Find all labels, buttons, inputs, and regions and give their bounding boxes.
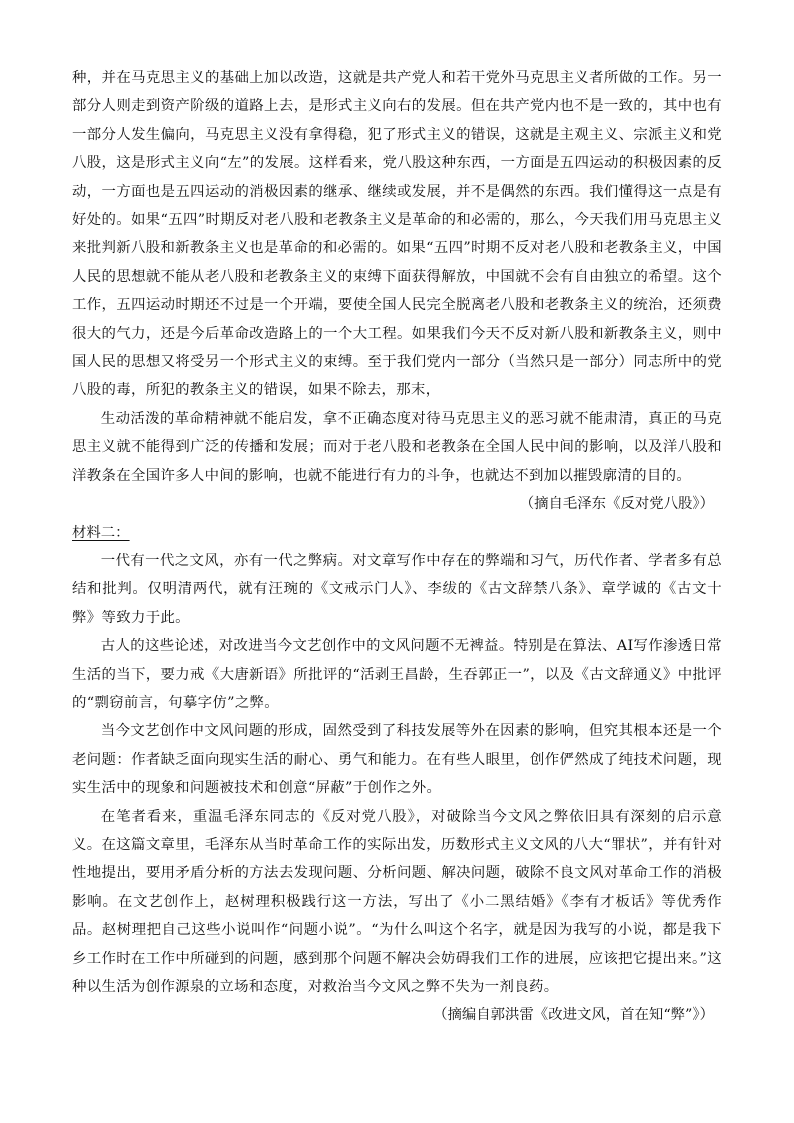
- material1-paragraph-2: 生动活泼的革命精神就不能启发，拿不正确态度对待马克思主义的恶习就不能肃清，真正的马克思主义就不能得到广泛的传播和发展；而对于老八股和老教条在全国人民中间的影响，以及洋八股和洋教条在全国许多人中间的影响，也就不能进行有力的斗争，也就达不到加以摧毁廓清的目的。: [72, 410, 722, 484]
- material2-paragraph-2: 古人的这些论述，对改进当今文艺创作中的文风问题不无裨益。特别是在算法、AI写作渗透日常生活的当下，要力戒《大唐新语》所批评的“活剥王昌龄，生吞郭正一”，以及《古文辞通义》中批评的“剽窃前言，句摹字仿”之弊。: [72, 638, 722, 711]
- material2-source: （摘编自郭洪雷《改进文风，首在知“弊”》）: [433, 1007, 714, 1024]
- material1-source: （摘自毛泽东《反对党八股》）: [519, 496, 714, 513]
- material2-heading: 材料二：: [72, 524, 130, 541]
- material1-paragraph-1: 种，并在马克思主义的基础上加以改造，这就是共产党人和若干党外马克思主义者所做的工作。另一部分人则走到资产阶级的道路上去，是形式主义向右的发展。但在共产党内也不是一致的，其中也有一部分人发生偏向，马克思主义没有拿得稳，犯了形式主义的错误，这就是主观主义、宗派主义和党八股，这是形式主义向“左”的发展。这样看来，党八股这种东西，一方面是五四运动的积极因素的反动，一方面也是五四运动的消极因素的继承、继续或发展，并不是偶然的东西。我们懂得这一点是有好处的。如果“五四”时期反对老八股和老教条主义是革命的和必需的，那么，今天我们用马克思主义来批判新八股和新教条主义也是革命的和必需的。如果“五四”时期不反对老八股和老教条主义，中国人民的思想就不能从老八股和老教条主义的束缚下面获得解放，中国就不会有自由独立的希望。这个工作，五四运动时期还不过是一个开端，要使全国人民完全脱离老八股和老教条主义的统治，还须费很大的气力，还是今后革命改造路上的一个大工程。如果我们今天不反对新八股和新教条主义，则中国人民的思想又将受另一个形式主义的束缚。至于我们党内一部分（当然只是一部分）同志所中的党八股的毒，所犯的教条主义的错误，如果不除去，那末，: [72, 70, 722, 399]
- material2-paragraph-4: 在笔者看来，重温毛泽东同志的《反对党八股》，对破除当今文风之弊依旧具有深刻的启示意义。在这篇文章里，毛泽东从当时革命工作的实际出发，历数形式主义文风的八大“罪状”，并有针对性地提出，要用矛盾分析的方法去发现问题、分析问题、解决问题，破除不良文风对革命工作的消极影响。在文艺创作上，赵树理积极践行这一方法，写出了《小二黑结婚》《李有才板话》等优秀作品。赵树理把自己这些小说叫作“问题小说”。“为什么叫这个名字，就是因为我写的小说，都是我下乡工作时在工作中所碰到的问题，感到那个问题不解决会妨碍我们工作的进展，应该把它提出来。”这种以生活为创作源泉的立场和态度，对救治当今文风之弊不失为一剂良药。: [72, 808, 722, 995]
- material2-paragraph-1: 一代有一代之文风，亦有一代之弊病。对文章写作中存在的弊端和习气，历代作者、学者多有总结和批判。仅明清两代，就有汪琬的《文戒示门人》、李绂的《古文辞禁八条》、章学诚的《古文十弊》等致力于此。: [72, 552, 722, 626]
- document-page: [72, 64, 722, 1030]
- material2-paragraph-3: 当今文艺创作中文风问题的形成，固然受到了科技发展等外在因素的影响，但究其根本还是一个老问题：作者缺乏面向现实生活的耐心、勇气和能力。在有些人眼里，创作俨然成了纯技术问题，现实生活中的现象和问题被技术和创意“屏蔽”于创作之外。: [72, 723, 722, 797]
